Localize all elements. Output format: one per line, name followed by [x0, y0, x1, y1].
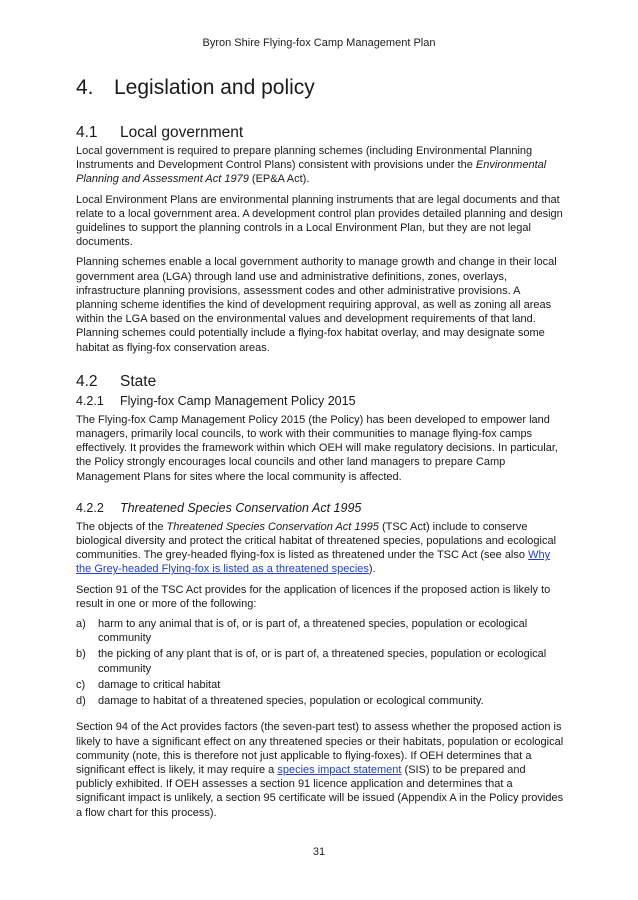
paragraph [76, 720, 564, 819]
section-4-2-2-heading [76, 500, 564, 516]
text-run: ). [368, 563, 376, 576]
list-item [76, 647, 564, 675]
chapter-heading [76, 75, 564, 101]
list-item-text: damage to habitat of a threatened species, population or ecological community. [98, 695, 484, 708]
subsection-number: 4.2.2 [76, 500, 104, 515]
paragraph: Local Environment Plans are environmental planning instruments that are legal documents and that relate to a local government area. A development control plan provides detailed planning and design guidelines to support the planning controls in a Local Environment Plan, but they are not legal documents. [76, 193, 563, 249]
text-run: (EP&A Act). [248, 173, 310, 186]
list-item-text: damage to critical habitat [98, 678, 221, 691]
text-run: (SIS) to be prepared and publicly exhibited. If OEH assesses a section 91 licence application and determines that a significant impact is unlikely, a section 95 certificate will be issued (Appendix A in the Policy provides a flow chart for this process). [76, 763, 564, 819]
section-number: 4.2 [76, 372, 98, 390]
list-marker: c) [76, 678, 86, 691]
list-item [76, 694, 564, 708]
section-number: 4.1 [76, 124, 98, 141]
licence-conditions-list [76, 617, 564, 708]
page-number: 31 [312, 846, 326, 858]
list-marker: b) [76, 648, 86, 661]
page-content [76, 75, 564, 826]
text-run: Section 94 of the Act provides factors (the seven-part test) to assess whether the proposed action is likely to have a significant effect on any threatened species or their habitats, population or ecological community (note, this is therefore not just applicable to flying-foxes). If OEH determines that a significant effect is likely, it may require a [76, 721, 564, 776]
list-item [76, 617, 564, 645]
act-title: Environmental Planning and Assessment Act 1979 [76, 159, 547, 186]
list-marker: a) [76, 618, 86, 631]
section-4-1-heading [76, 123, 564, 142]
chapter-number: 4. [76, 76, 94, 99]
text-run: Local government is required to prepare planning schemes (including Environmental Planning Instruments and Development Control Plans) consistent with provisions under the [76, 145, 533, 172]
list-marker: d) [76, 695, 86, 708]
chapter-title: Legislation and policy [114, 76, 315, 99]
section-4-2-1-heading [76, 393, 564, 409]
section-4-2-heading [76, 372, 564, 391]
text-run: The objects of the [76, 520, 167, 533]
paragraph: Section 91 of the TSC Act provides for the application of licences if the proposed action is likely to result in one or more of the following: [76, 583, 551, 610]
running-header: Byron Shire Flying-fox Camp Management Plan [202, 37, 436, 49]
species-impact-statement-link[interactable]: species impact statement [277, 763, 402, 776]
paragraph: The Flying-fox Camp Management Policy 2015 (the Policy) has been developed to empower land managers, primarily local councils, to work with their communities to manage flying-fox camps effectively. It provides the framework within which OEH will make regulatory decisions. In particular, the Policy strongly encourages local councils and other land managers to prepare Camp Management Plans for sites where the local community is affected. [76, 413, 558, 483]
list-item-text: harm to any animal that is of, or is part of, a threatened species, population or ecological community [98, 618, 528, 645]
threatened-species-link[interactable]: Why the Grey-headed Flying-fox is listed as a threatened species [76, 549, 551, 576]
act-title: Threatened Species Conservation Act 1995 [166, 520, 379, 533]
paragraph: Planning schemes enable a local government authority to manage growth and change in their local government area (LGA) through land use and administrative definitions, zones, overlays, infrastructure planning provisions, assessment codes and other administrative provisions. A planning scheme identifies the kind of development requiring approval, as well as zoning all areas within the LGA based on the environmental values and development requirements of that land. Planning schemes could potentially include a flying-fox habitat overlay, and may designate some habitat as flying-fox conservation areas. [76, 256, 557, 354]
list-item-text: the picking of any plant that is of, or is part of, a threatened species, population or ecological community [98, 648, 547, 675]
subsection-title: Flying-fox Camp Management Policy 2015 [120, 393, 356, 408]
paragraph [76, 520, 564, 577]
section-title: State [120, 372, 157, 390]
subsection-title: Threatened Species Conservation Act 1995 [120, 500, 362, 515]
list-item [76, 678, 564, 692]
section-title: Local government [120, 124, 244, 141]
paragraph [76, 144, 564, 187]
text-run: (TSC Act) include to conserve biological diversity and protect the critical habitat of threatened species, populations and ecological communities. The grey-headed flying-fox is listed as threatened under the TSC Act (see also [76, 520, 557, 562]
subsection-number: 4.2.1 [76, 393, 104, 408]
